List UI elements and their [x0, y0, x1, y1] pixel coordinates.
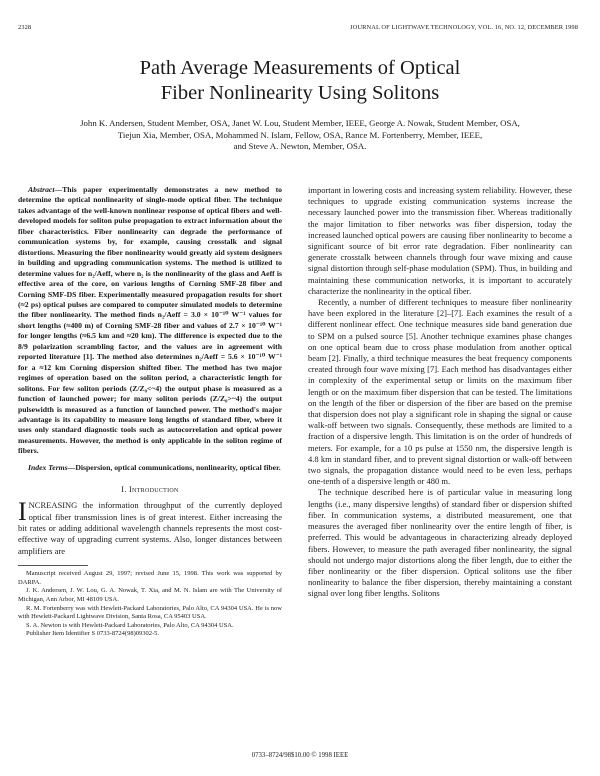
- index-terms-label: Index Terms—: [28, 462, 76, 472]
- body-paragraph: Recently, a number of different techniques to measure fiber nonlinearity have been explored in the literature [2]–[7]. Each examines the result of a different nonlinear effect. One technique measures side band generation due to SPM on a pulsed source [5]. Another technique examines phase changes on one optical beam due to cross phase modulation from another optical beam [2]. Finally, a third technique measures the beat frequency components created through four wave mixing [7]. Each method has disadvantages either in complexity of the experimental setup or limits on the maximum fiber length or on the maximum fiber dispersion that can be tested. The limitations on the length of the fiber or dispersion of the fiber are based on the premise that dispersion does not play a significant role in shaping the signal or cause walk-off between two signals. Consequently, these methods are limited to a fraction of a dispersive length. This limitation is on the order of hundreds of meters. For example, for a 10 ps pulse at 1550 nm, the dispersive length is 4.8 km in standard fiber, and to prevent signal distortion or walk-off between two signals, the propagation distance would need to be even less, perhaps one-tenth of a dispersive length or 480 m.: [308, 297, 572, 487]
- footnote: Publisher Item Identifier S 0733-8724(98)09302-5.: [26, 630, 160, 638]
- copyright-footer: 0733–8724/98$10.00 © 1998 IEEE: [251, 752, 349, 759]
- author-list: [40, 118, 560, 153]
- title-line-1: Path Average Measurements of Optical: [139, 57, 461, 79]
- drop-cap: I: [18, 497, 27, 527]
- footnote: R. M. Fortenberry was with Hewlett-Packard Laboratories, Palo Alto, CA 94304 USA. He is now with Hewlett-Packard Lightwave Division, Santa Rosa, CA 95403 USA.: [18, 604, 282, 621]
- section-heading: [18, 485, 282, 494]
- body-paragraph: The technique described here is of particular value in measuring long lengths (i.e., many dispersive lengths) of standard fiber or dispersion shifted fiber. In communication systems, a distributed measurement, one that measures the averaged fiber nonlinearity over the entire length of fiber, is preferred. This would be advantageous in characterizing already deployed fibers. However, to measure the path averaged fiber nonlinearity, the signal should not undergo major distortions along the fiber length, due to either the fiber nonlinearity or the fiber dispersion. Optical solitons use the fiber nonlinearity to balance the fiber dispersion, thereby maintaining a constant signal over long fiber lengths. Solitons: [308, 487, 572, 599]
- intro-text: the information throughput of the currently deployed optical fiber transmission lines is of great interest. Either increasing the bit rates or adding additional wavelength channels represents the most cost-effective way of upgrading current systems. Also, longer distances between amplifiers are: [18, 500, 283, 556]
- intro-caps: NCREASING: [28, 500, 78, 511]
- left-column: [18, 185, 282, 639]
- abstract: [18, 185, 282, 457]
- footnote: Manuscript received August 29, 1997; revised June 15, 1998. This work was supported by DARPA.: [18, 570, 282, 586]
- footnote: J. K. Andersen, J. W. Lou, G. A. Nowak, T. Xia, and M. N. Islam are with The University of Michigan, Ann Arbor, MI 48109 USA.: [18, 587, 282, 604]
- page-number: 2328: [18, 24, 32, 31]
- body-paragraph: important in lowering costs and increasing system reliability. However, these techniques to upgrade existing communication systems increase the necessary launched power into the transmission fiber. Whereas traditionally the major limitation to fiber networks was fiber dispersion, today the increased launched optical powers are causing fiber nonlinearity to become a significant source of bit error rate degradation. Fiber nonlinearity can generate crosstalk between channels through four wave mixing and cause signal distortion through self-phase modulation (SPM). Thus, in building and maintaining these communication networks, it is important to accurately characterize the nonlinearity in the optical fiber.: [308, 185, 572, 296]
- abstract-text: This paper experimentally demonstrates a new method to determine the optical nonlinearity of single-mode optical fiber. The technique takes advantage of the well-known nonlinear response of optical fibers and well-developed models for soliton pulse propagation to extract information about the fiber characteristics. Fiber nonlinearity can degrade the performance of communication systems by, for example, causing crosstalk and signal distortions. Measuring the fiber nonlinearity would greatly aid system designers in building and upgrading communication systems. The method is utilized to determine values for n₂/Aeff, where n₂ is the nonlinearity of the glass and Aeff is effective area of the core, on various lengths of Corning SMF-28 fiber and Corning SMF-DS fiber. Experimentally measured propagation results for short (≈2 ps) optical pulses are compared to computer simulated models to determine the fiber nonlinearity. The method finds n₂/Aeff = 3.0 × 10⁻¹⁰ W⁻¹ values for short lengths (≈400 m) of Corning SMF-28 fiber and values of 2.7 × 10⁻¹⁰ W⁻¹ for longer lengths (≈6.5 km and ≈20 km). The difference is expected due to the 8/9 polarization scrambling factor, and the values are in agreement with reported literature [1]. The method also determines n₂/Aeff = 5.6 × 10⁻¹⁰ W⁻¹ for a ≈12 km Corning dispersion shifted fiber. The method has two major regimes of operation based on the soliton period, a characteristic length for solitons. For few soliton periods (Z/Z₀<~4) the output phase is measured as a function of launched power; for many soliton periods (Z/Z₀>~4) the output pulsewidth is measured as a function of launched power. The method's major advantage is its capability to measure long lengths of standard fiber, where it uses only standard diagnostic tools such as autocorrelation and optical power measurements. However, the method is only applicable in the soliton regime of fibers.: [18, 185, 282, 456]
- authors-line-3: and Steve A. Newton, Member, OSA.: [233, 141, 367, 152]
- authors-line-1: John K. Andersen, Student Member, OSA, Janet W. Lou, Student Member, IEEE, George A. Nowak, Student Member, OSA,: [80, 118, 520, 128]
- authors-line-2: Tiejun Xia, Member, OSA, Mohammed N. Islam, Fellow, OSA, Rance M. Fortenberry, Member, IEEE,: [117, 129, 483, 140]
- title-line-2: Fiber Nonlinearity Using Solitons: [160, 82, 440, 104]
- running-header: JOURNAL OF LIGHTWAVE TECHNOLOGY, VOL. 16, NO. 12, DECEMBER 1998: [350, 24, 578, 31]
- intro-paragraph: [18, 497, 283, 557]
- abstract-label: Abstract—: [28, 185, 63, 194]
- index-terms-text: Dispersion, optical communications, nonlinearity, optical fiber.: [75, 462, 281, 472]
- footnote-divider: [18, 565, 88, 566]
- index-terms: [18, 463, 282, 473]
- right-column: [308, 185, 572, 600]
- section-title: Introduction: [129, 485, 179, 495]
- paper-title: [40, 56, 560, 106]
- section-numeral: I.: [121, 485, 127, 495]
- footnote: S. A. Newton is with Hewlett-Packard Laboratories, Palo Alto, CA 94304 USA.: [26, 621, 234, 629]
